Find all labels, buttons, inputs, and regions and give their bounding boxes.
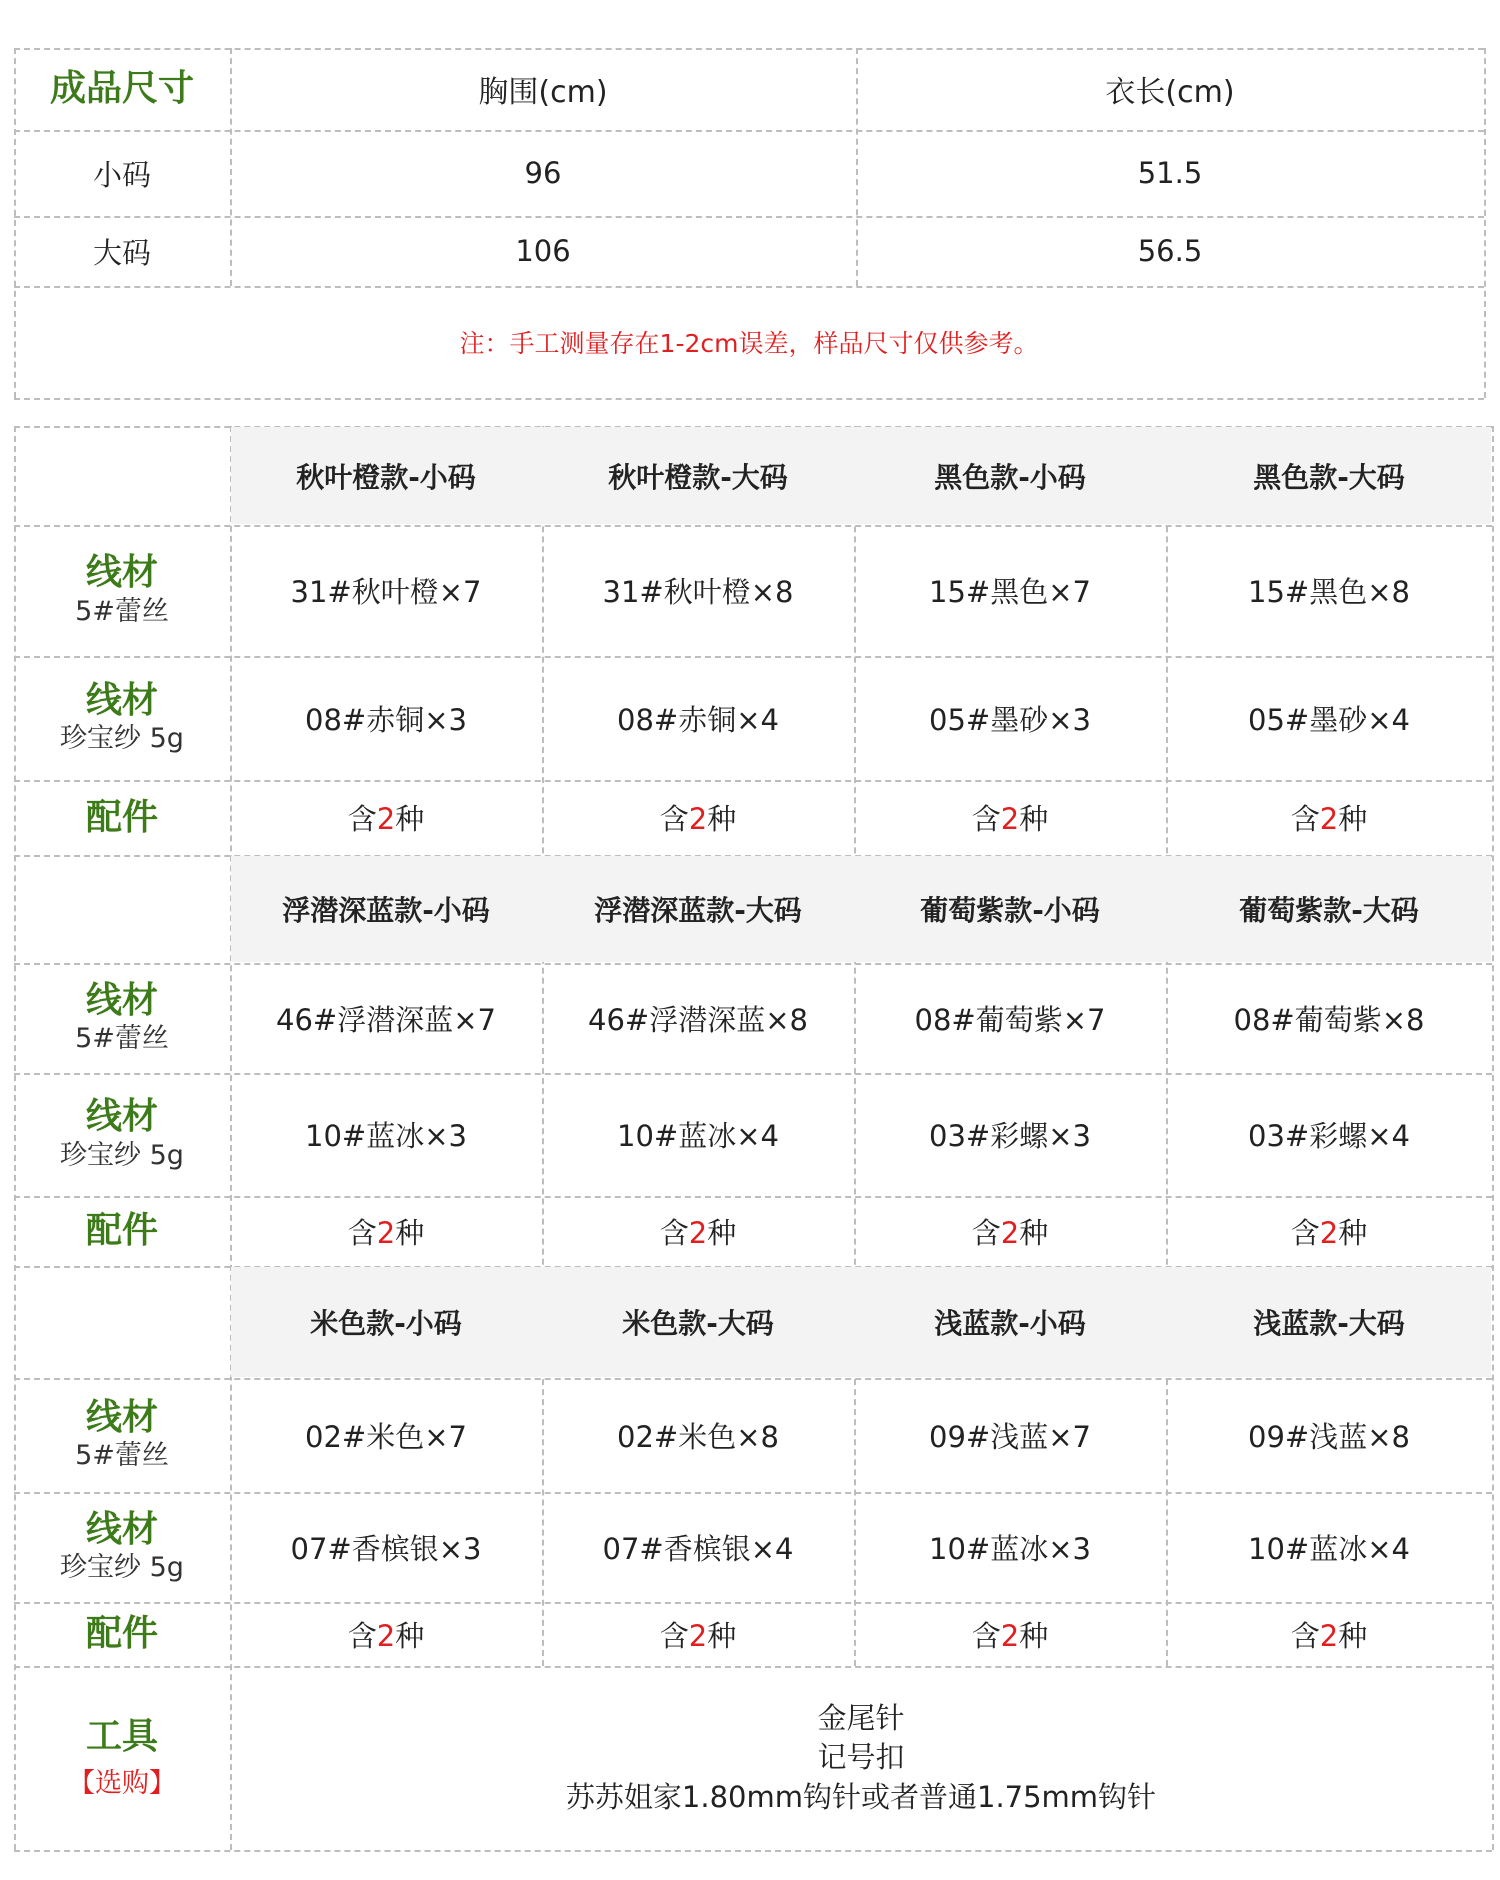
variant-header <box>1166 855 1492 963</box>
pearl-yarn-text: 10#蓝冰×4 <box>1248 1531 1410 1566</box>
pearl-yarn-label <box>14 656 230 780</box>
variant-header-text: 葡萄紫款-小码 <box>920 894 1100 927</box>
parts-label <box>14 1196 230 1266</box>
parts-text <box>660 1614 736 1655</box>
pearl-label: 珍宝纱 5g <box>60 723 184 755</box>
measurement-note-text: 注：手工测量存在1-2cm误差，样品尺寸仅供参考。 <box>459 329 1039 358</box>
pearl-yarn-value <box>542 1073 854 1196</box>
pearl-yarn-value <box>854 1492 1166 1602</box>
pearl-yarn-text: 05#墨砂×3 <box>929 702 1091 737</box>
parts-text <box>660 797 736 838</box>
lace-yarn-value <box>542 963 854 1073</box>
size-name-text: 小码 <box>92 157 151 192</box>
optional-label: 【选购】 <box>68 1768 176 1800</box>
parts-count: 2 <box>1319 1618 1339 1653</box>
lace-yarn-value <box>230 963 542 1073</box>
parts-count: 2 <box>1000 1215 1020 1250</box>
parts-label <box>14 780 230 855</box>
parts-suffix: 种 <box>707 802 737 836</box>
parts-suffix: 种 <box>395 1618 425 1653</box>
lace-yarn-text: 15#黑色×7 <box>929 575 1091 609</box>
pearl-yarn-text: 05#墨砂×4 <box>1248 702 1410 737</box>
variant-header-text: 米色款-小码 <box>310 1307 462 1340</box>
pearl-label: 珍宝纱 5g <box>60 1552 184 1584</box>
lace-yarn-value <box>230 1378 542 1492</box>
variant-header <box>1166 426 1492 525</box>
variant-header <box>854 855 1166 963</box>
parts-count: 2 <box>1000 802 1020 836</box>
pearl-yarn-text: 10#蓝冰×3 <box>929 1531 1091 1566</box>
parts-count: 2 <box>688 1215 708 1250</box>
parts-suffix: 种 <box>707 1215 737 1250</box>
pearl-label: 珍宝纱 5g <box>60 1139 184 1171</box>
lace-yarn-text: 31#秋叶橙×7 <box>290 575 482 609</box>
parts-text <box>348 797 424 838</box>
size-name-text: 大码 <box>92 235 151 270</box>
size-name <box>14 130 230 216</box>
parts-prefix: 含 <box>659 802 689 836</box>
length-value-text: 51.5 <box>1137 156 1203 190</box>
parts-value <box>230 780 542 855</box>
parts-prefix: 含 <box>659 1215 689 1250</box>
pearl-yarn-value <box>230 1073 542 1196</box>
parts-prefix: 含 <box>347 1618 377 1653</box>
tools-label <box>14 1666 230 1850</box>
yarn-label: 线材 <box>85 1096 158 1138</box>
pearl-yarn-label <box>14 1492 230 1602</box>
parts-label <box>14 1602 230 1666</box>
size-table-label: 成品尺寸 <box>49 68 194 110</box>
tools-list <box>230 1666 1492 1850</box>
length-value <box>856 216 1484 286</box>
lace-yarn-value <box>230 525 542 656</box>
lace-yarn-label <box>14 963 230 1073</box>
length-value-text: 56.5 <box>1137 234 1203 268</box>
tool-item: 苏苏姐家1.80mm钩针或者普通1.75mm钩针 <box>565 1779 1157 1814</box>
parts-text <box>972 797 1048 838</box>
tools-label-text: 工具 <box>85 1715 158 1757</box>
parts-prefix: 含 <box>1290 1215 1320 1250</box>
parts-count: 2 <box>688 802 708 836</box>
lace-yarn-text: 09#浅蓝×7 <box>929 1419 1091 1454</box>
lace-yarn-text: 46#浮潜深蓝×8 <box>588 1002 808 1037</box>
variant-header <box>542 426 854 525</box>
parts-prefix: 含 <box>971 1215 1001 1250</box>
pearl-yarn-text: 03#彩螺×3 <box>929 1119 1091 1153</box>
parts-prefix: 含 <box>1290 802 1320 836</box>
lace-yarn-value <box>1166 525 1492 656</box>
size-table-title <box>14 48 230 130</box>
parts-prefix: 含 <box>971 802 1001 836</box>
pearl-yarn-label <box>14 1073 230 1196</box>
yarn-label: 线材 <box>85 1508 158 1550</box>
variant-header <box>542 1266 854 1378</box>
length-header-label: 衣长(cm) <box>1105 75 1235 110</box>
lace-yarn-text: 09#浅蓝×8 <box>1248 1419 1410 1454</box>
parts-value <box>854 1602 1166 1666</box>
length-value <box>856 130 1484 216</box>
parts-text <box>972 1614 1048 1655</box>
parts-suffix: 种 <box>1019 1215 1049 1250</box>
lace-yarn-label <box>14 1378 230 1492</box>
parts-count: 2 <box>376 1618 396 1653</box>
lace-yarn-value <box>854 963 1166 1073</box>
length-header <box>856 48 1484 130</box>
lace-yarn-text: 02#米色×7 <box>305 1419 467 1454</box>
lace-yarn-value <box>1166 1378 1492 1492</box>
parts-count: 2 <box>376 802 396 836</box>
chest-value-text: 106 <box>515 234 571 268</box>
pearl-yarn-value <box>854 656 1166 780</box>
parts-value <box>1166 780 1492 855</box>
lace-yarn-text: 02#米色×8 <box>617 1419 779 1454</box>
divider <box>14 1850 1492 1852</box>
variant-header-text: 秋叶橙款-大码 <box>608 460 788 494</box>
parts-suffix: 种 <box>1338 1215 1368 1250</box>
variant-header-text: 秋叶橙款-小码 <box>296 460 476 494</box>
lace-yarn-text: 15#黑色×8 <box>1248 575 1410 609</box>
parts-text <box>348 1614 424 1655</box>
parts-value <box>1166 1602 1492 1666</box>
size-name <box>14 216 230 286</box>
parts-count: 2 <box>1319 1215 1339 1250</box>
yarn-label: 线材 <box>85 679 158 721</box>
parts-count: 2 <box>1000 1618 1020 1653</box>
pearl-yarn-value <box>230 656 542 780</box>
chest-value <box>230 130 856 216</box>
parts-text <box>972 1211 1048 1252</box>
variant-header <box>230 426 542 525</box>
parts-label-text: 配件 <box>85 1613 158 1655</box>
parts-prefix: 含 <box>659 1618 689 1653</box>
variant-header-text: 米色款-大码 <box>622 1307 774 1340</box>
lace-yarn-text: 46#浮潜深蓝×7 <box>276 1002 496 1037</box>
divider <box>1492 426 1494 1850</box>
variant-header <box>230 855 542 963</box>
variant-header <box>854 1266 1166 1378</box>
pearl-yarn-text: 07#香槟银×4 <box>602 1531 794 1566</box>
parts-suffix: 种 <box>1019 802 1049 836</box>
parts-suffix: 种 <box>1338 1618 1368 1653</box>
parts-value <box>230 1602 542 1666</box>
pearl-yarn-text: 10#蓝冰×3 <box>305 1119 467 1153</box>
variant-header-text: 浅蓝款-大码 <box>1253 1307 1405 1340</box>
yarn-label: 线材 <box>85 552 158 594</box>
lace-yarn-value <box>542 1378 854 1492</box>
pearl-yarn-value <box>542 1492 854 1602</box>
variant-header <box>854 426 1166 525</box>
yarn-label: 线材 <box>85 1396 158 1438</box>
lace-yarn-text: 31#秋叶橙×8 <box>602 575 794 609</box>
parts-suffix: 种 <box>1338 802 1368 836</box>
variant-header <box>230 1266 542 1378</box>
pearl-yarn-value <box>1166 1073 1492 1196</box>
lace-yarn-text: 08#葡萄紫×7 <box>914 1002 1106 1037</box>
parts-text <box>1291 1614 1367 1655</box>
parts-count: 2 <box>376 1215 396 1250</box>
parts-suffix: 种 <box>707 1618 737 1653</box>
lace-yarn-value <box>1166 963 1492 1073</box>
parts-prefix: 含 <box>347 1215 377 1250</box>
variant-header-text: 浅蓝款-小码 <box>934 1307 1086 1340</box>
pearl-yarn-text: 10#蓝冰×4 <box>617 1119 779 1153</box>
parts-value <box>542 1196 854 1266</box>
chest-value <box>230 216 856 286</box>
parts-text <box>1291 797 1367 838</box>
variant-header-text: 葡萄紫款-大码 <box>1239 894 1419 927</box>
parts-prefix: 含 <box>347 802 377 836</box>
chest-header-label: 胸围(cm) <box>478 75 608 110</box>
variant-header-text: 浮潜深蓝款-大码 <box>594 894 802 927</box>
pearl-yarn-text: 08#赤铜×4 <box>617 702 779 737</box>
lace-label: 5#蕾丝 <box>75 1440 169 1472</box>
pearl-yarn-value <box>542 656 854 780</box>
tool-item: 金尾针 <box>817 1701 905 1736</box>
variant-header <box>542 855 854 963</box>
parts-value <box>542 780 854 855</box>
parts-text <box>348 1211 424 1252</box>
parts-value <box>854 780 1166 855</box>
variant-header <box>1166 1266 1492 1378</box>
tool-item: 记号扣 <box>817 1740 905 1775</box>
pearl-yarn-value <box>854 1073 1166 1196</box>
lace-label: 5#蕾丝 <box>75 1023 169 1055</box>
parts-count: 2 <box>688 1618 708 1653</box>
pearl-yarn-value <box>230 1492 542 1602</box>
parts-prefix: 含 <box>971 1618 1001 1653</box>
divider <box>14 398 1484 400</box>
variant-header-text: 黑色款-大码 <box>1253 460 1405 494</box>
parts-suffix: 种 <box>395 802 425 836</box>
parts-value <box>230 1196 542 1266</box>
chest-value-text: 96 <box>524 156 562 190</box>
lace-yarn-value <box>854 525 1166 656</box>
divider <box>1484 48 1486 398</box>
parts-label-text: 配件 <box>85 796 158 838</box>
lace-yarn-value <box>542 525 854 656</box>
parts-count: 2 <box>1319 802 1339 836</box>
parts-prefix: 含 <box>1290 1618 1320 1653</box>
parts-suffix: 种 <box>395 1215 425 1250</box>
lace-yarn-text: 08#葡萄紫×8 <box>1233 1002 1425 1037</box>
parts-label-text: 配件 <box>85 1210 158 1252</box>
variant-header-text: 浮潜深蓝款-小码 <box>282 894 490 927</box>
pearl-yarn-text: 03#彩螺×4 <box>1248 1119 1410 1153</box>
parts-value <box>542 1602 854 1666</box>
parts-text <box>1291 1211 1367 1252</box>
parts-text <box>660 1211 736 1252</box>
lace-yarn-value <box>854 1378 1166 1492</box>
pearl-yarn-text: 08#赤铜×3 <box>305 702 467 737</box>
parts-suffix: 种 <box>1019 1618 1049 1653</box>
parts-value <box>1166 1196 1492 1266</box>
pearl-yarn-value <box>1166 656 1492 780</box>
measurement-note <box>14 286 1484 398</box>
parts-value <box>854 1196 1166 1266</box>
variant-header-text: 黑色款-小码 <box>934 460 1086 494</box>
lace-label: 5#蕾丝 <box>75 595 169 627</box>
yarn-label: 线材 <box>85 979 158 1021</box>
pearl-yarn-value <box>1166 1492 1492 1602</box>
pearl-yarn-text: 07#香槟银×3 <box>290 1531 482 1566</box>
chest-header <box>230 48 856 130</box>
lace-yarn-label <box>14 525 230 656</box>
